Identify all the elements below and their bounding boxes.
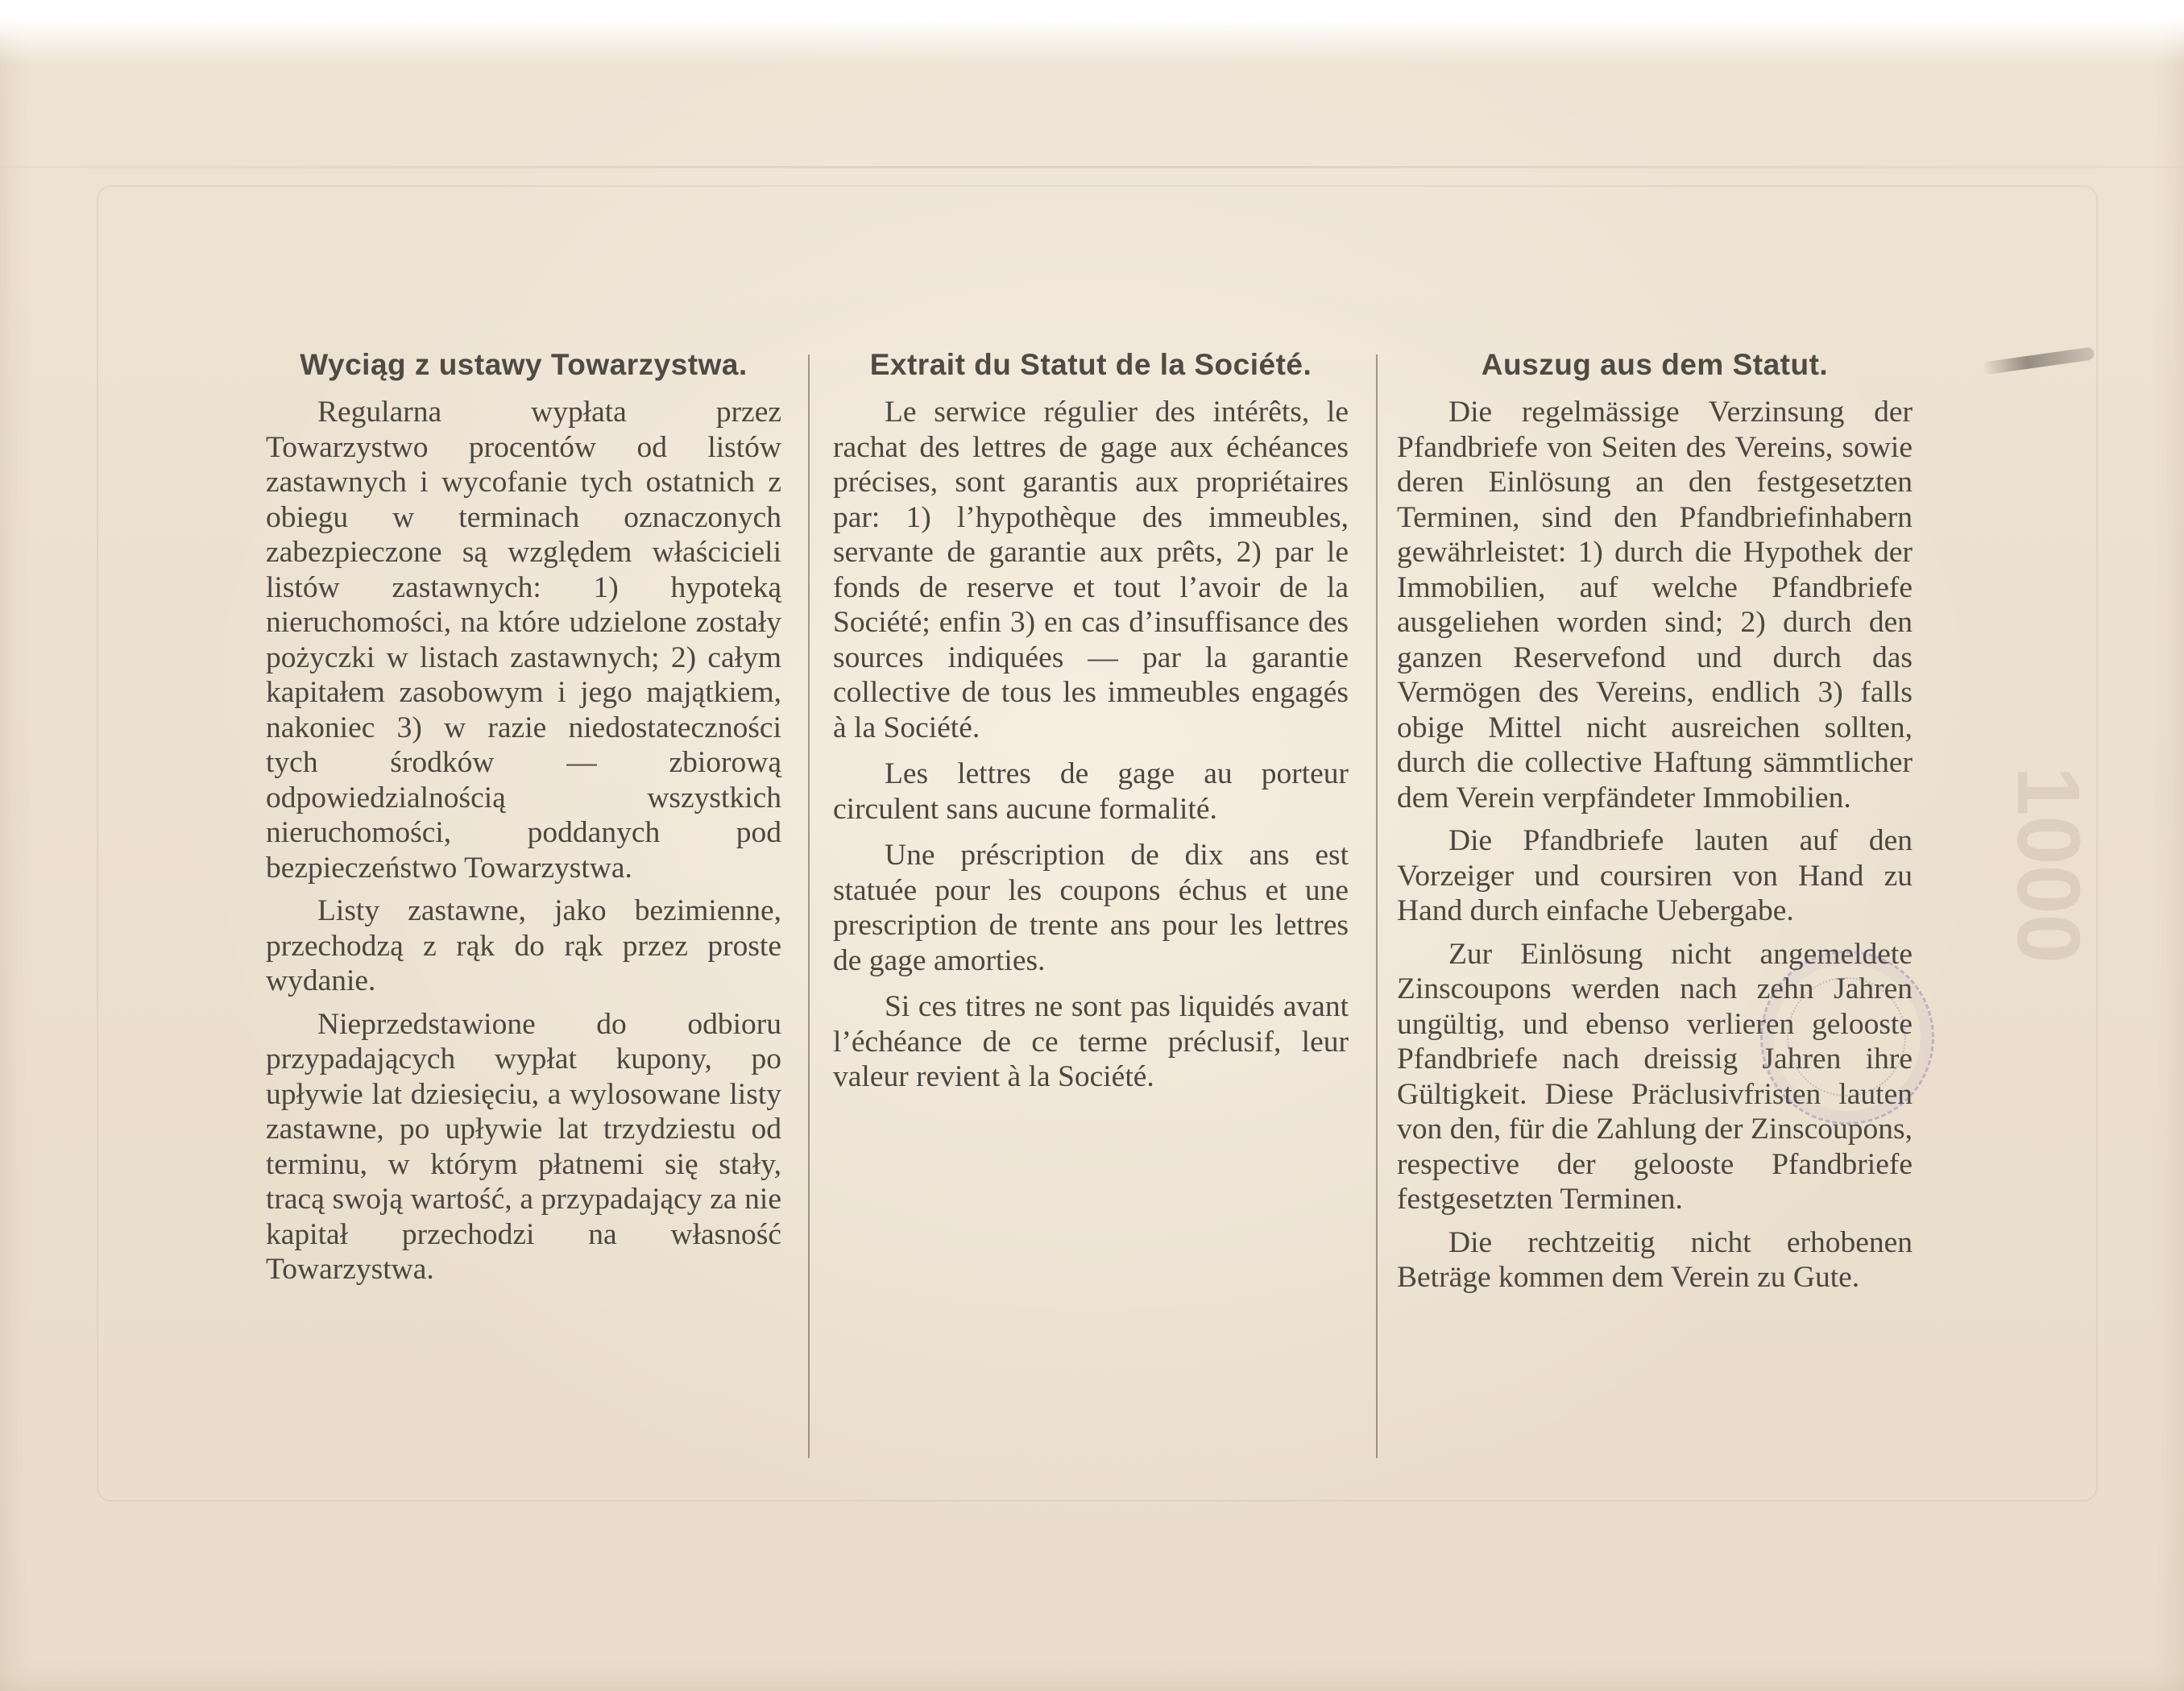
polish-paragraph-2: Listy zastawne, jako bezimienne, przechodzą z rąk do rąk przez proste wydanie. xyxy=(266,894,781,997)
german-paragraph-4: Die rechtzeitig nicht erhobenen Beträge kommen dem Verein zu Gute. xyxy=(1397,1225,1913,1294)
german-paragraph-1: Die regelmässige Verzinsung der Pfandbriefe von Seiten des Vereins, sowie deren Einlösung an den festgesetzten Terminen, sind den Pfandbriefinhabern gewährleistet: 1) durch die Hypothek der Immobilien, auf welche Pfandbriefe ausgeliehen worden sind; 2) durch den ganzen Reservefond und durch das Vermögen des Vereins, endlich 3) falls obige Mittel nicht ausreichen sollten, durch die collective Haftung sämmtlicher dem Verein verpfändeter Immobilien. xyxy=(1397,396,1913,814)
german-paragraph-3: Zur Einlösung nicht angemeldete Zinscoupons werden nach zehn Jahren ungültig, und ebenso verlieren gelooste Pfandbriefe nach dreissig Jahren ihre Gültigkeit. Diese Präclusivfristen lauten von den, für die Zahlung der Zinscoupons, respective der gelooste Pfandbriefe festgesetzten Terminen. xyxy=(1397,937,1913,1216)
faded-stamp-inner-ring xyxy=(1787,977,1906,1096)
paper-top-edge xyxy=(0,0,2184,64)
polish-statute-column xyxy=(266,348,781,1295)
french-paragraph-1: Le serwice régulier des intérêts, le rachat des lettres de gage aux échéances précises, sont garantis aux propriétaires par: 1) l’hypothèque des immeubles, servante de garantie aux prêts, 2) par le fonds de reserve et tout l’avoir de la Société; enfin 3) en cas d’insuffisance des sources indiquées — par la garantie collective de tous les immeubles engagés à la Société. xyxy=(833,396,1349,744)
french-paragraph-2: Les lettres de gage au porteur circulent sans aucune formalité. xyxy=(833,757,1349,826)
polish-paragraph-3: Nieprzedstawione do odbioru przypadających wypłat kupony, po upływie lat dziesięciu, a wylosowane listy zastawne, po upływie lat trzydziestu od terminu, w którym płatnemi się stały, tracą swoją wartość, a przypadający za nie kapitał przechodzi na własność Towarzystwa. xyxy=(266,1007,781,1286)
column-divider-right xyxy=(1376,354,1378,1458)
french-statute-column xyxy=(833,348,1349,1106)
german-paragraph-2: Die Pfandbriefe lauten auf den Vorzeiger und coursiren von Hand zu Hand durch einfache Uebergabe. xyxy=(1397,824,1913,927)
polish-paragraph-1: Regularna wypłata przez Towarzystwo procentów od listów zastawnych i wycofanie tych ostatnich z obiegu w terminach oznaczonych zabezpieczone są względem właścicieli listów zastawnych: 1) hypoteką nieruchomości, na które udzielone zostały pożyczki w listach zastawnych; 2) całym kapitałem zasobowym i jego majątkiem, nakoniec 3) w razie niedostateczności tych środków — zbiorową odpowiedzialnością wszystkich nieruchomości, poddanych pod bezpieczeństwo Towarzystwa. xyxy=(266,396,781,885)
french-paragraph-4: Si ces titres ne sont pas liquidés avant l’échéance de ce terme préclusif, leur valeur revient à la Société. xyxy=(833,990,1349,1093)
french-heading: Extrait du Statut de la Société. xyxy=(869,348,1312,381)
german-heading: Auszug aus dem Statut. xyxy=(1481,348,1829,381)
paper-fold-line xyxy=(0,166,2184,168)
french-paragraph-3: Une préscription de dix ans est statuée pour les coupons échus et une prescription de trente ans pour les lettres de gage amorties. xyxy=(833,839,1349,977)
show-through-denomination: 1000 xyxy=(1998,766,2098,964)
faded-stamp xyxy=(1760,951,1934,1125)
column-divider-left xyxy=(808,354,810,1458)
polish-heading: Wyciąg z ustawy Towarzystwa. xyxy=(300,348,748,381)
german-statute-column xyxy=(1397,348,1913,1303)
